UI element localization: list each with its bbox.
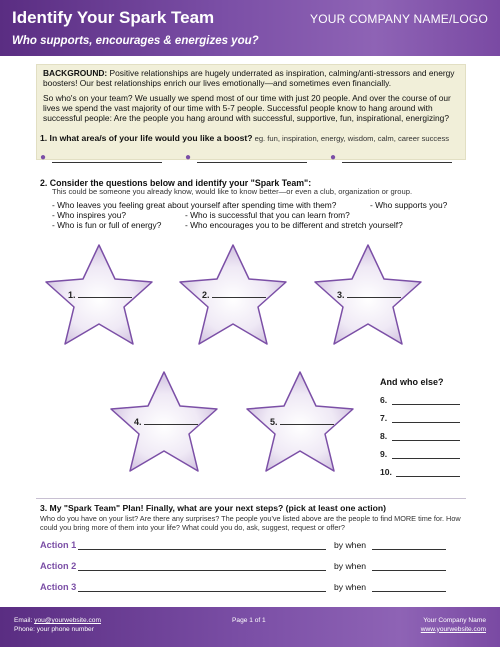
footer-email-label: Email: <box>14 617 35 624</box>
star-number: 4. <box>134 417 142 427</box>
question-2-item: - Who leaves you feeling great about yourself after spending time with them? <box>52 200 337 210</box>
page-title: Identify Your Spark Team <box>12 8 215 27</box>
action-3-line[interactable] <box>78 591 326 592</box>
question-2-item: - Who encourages you to be different and stretch yourself? <box>185 220 403 230</box>
who-else-item-9[interactable] <box>380 449 387 459</box>
question-2-item: - Who is successful that you can learn from? <box>185 210 350 220</box>
who-else-number: 10. <box>380 467 392 477</box>
star-number: 2. <box>202 290 210 300</box>
who-else-number: 7. <box>380 413 388 423</box>
page-footer <box>0 607 500 647</box>
bullet-icon: ● <box>40 152 47 163</box>
action-2-by-when: by when <box>334 561 367 571</box>
action-2-date-line[interactable] <box>372 570 446 571</box>
star-answer-line[interactable] <box>347 289 401 298</box>
background-label: BACKGROUND: <box>43 68 108 78</box>
background-text-1: Positive relationships are hugely underrated as inspiration, calming/anti-stressors and energy boosters! Our best relationships enrich our lives emotionally—and sometimes even financially. <box>43 68 455 89</box>
star-entry-5[interactable] <box>270 416 334 427</box>
question-2-item: - Who supports you? <box>370 200 448 210</box>
footer-company <box>421 617 486 634</box>
star-number: 5. <box>270 417 278 427</box>
footer-website-link[interactable]: www.yourwebsite.com <box>420 625 486 633</box>
who-else-answer-line[interactable] <box>392 404 460 405</box>
action-1-line[interactable] <box>78 549 326 550</box>
footer-company-name: Your Company Name <box>423 617 486 624</box>
action-1-date-line[interactable] <box>372 549 446 550</box>
star-entry-2[interactable] <box>202 289 266 300</box>
who-else-number: 6. <box>380 395 388 405</box>
question-3-lead: 3. My "Spark Team" Plan! Finally, what are your next steps? (pick at least one action) <box>40 503 386 513</box>
who-else-answer-line[interactable] <box>392 422 460 423</box>
action-1-label: Action 1 <box>40 540 77 550</box>
who-else-heading: And who else? <box>380 377 444 387</box>
page-subtitle: Who supports, encourages & energizes you? <box>12 35 259 47</box>
bullet-icon: ● <box>185 152 192 163</box>
action-3-date-line[interactable] <box>372 591 446 592</box>
star-number: 3. <box>337 290 345 300</box>
question-2-item: - Who is fun or full of energy? <box>52 220 162 230</box>
question-2-sub: This could be someone you already know, would like to know better—or even a club, organization or group. <box>52 187 413 196</box>
who-else-answer-line[interactable] <box>396 476 460 477</box>
who-else-number: 9. <box>380 449 388 459</box>
who-else-item-6[interactable] <box>380 395 387 405</box>
action-1-by-when: by when <box>334 540 367 550</box>
question-3-sub: Who do you have on your list? Are there any surprises? The people you've listed above are the people to find MORE time for. How could you bring more of them into your life? What could you do, ask, suggest, request or offer? <box>40 514 461 532</box>
action-2-label: Action 2 <box>40 561 77 571</box>
action-3-by-when: by when <box>334 582 367 592</box>
star-answer-line[interactable] <box>78 289 132 298</box>
question-2-item: - Who inspires you? <box>52 210 127 220</box>
who-else-item-10[interactable] <box>380 467 392 477</box>
who-else-item-8[interactable] <box>380 431 387 441</box>
star-answer-line[interactable] <box>144 416 198 425</box>
bullet-icon: ● <box>330 152 337 163</box>
footer-email-link[interactable]: you@yourwebsite.com <box>34 617 101 624</box>
who-else-answer-line[interactable] <box>392 458 460 459</box>
footer-email-row <box>14 617 101 626</box>
star-entry-4[interactable] <box>134 416 198 427</box>
star-answer-line[interactable] <box>212 289 266 298</box>
section-divider <box>36 498 466 499</box>
footer-page-number: Page 1 of 1 <box>232 617 266 624</box>
question-1-hint: eg. fun, inspiration, energy, wisdom, calm, career success <box>252 134 450 143</box>
star-number: 1. <box>68 290 76 300</box>
footer-contact <box>14 617 101 634</box>
who-else-answer-line[interactable] <box>392 440 460 441</box>
action-3-label: Action 3 <box>40 582 77 592</box>
who-else-number: 8. <box>380 431 388 441</box>
star-answer-line[interactable] <box>280 416 334 425</box>
footer-phone: Phone: your phone number <box>14 625 94 633</box>
question-2-lead: 2. Consider the questions below and identify your "Spark Team": <box>40 178 312 188</box>
who-else-item-7[interactable] <box>380 413 387 423</box>
star-entry-1[interactable] <box>68 289 132 300</box>
company-logo-placeholder: YOUR COMPANY NAME/LOGO <box>310 12 488 26</box>
action-2-line[interactable] <box>78 570 326 571</box>
question-1-lead: 1. In what area/s of your life would you like a boost? <box>40 133 253 143</box>
star-entry-3[interactable] <box>337 289 401 300</box>
background-paragraph-2: So who's on your team? We usually we spend most of our time with just 20 people. And over the course of our lives we spend the vast majority of our time with 5-7 people. Successful people know to hang around with successful people: Are the people you hang around with successful, supportive, fun, inspirational, energizing? <box>43 92 451 124</box>
